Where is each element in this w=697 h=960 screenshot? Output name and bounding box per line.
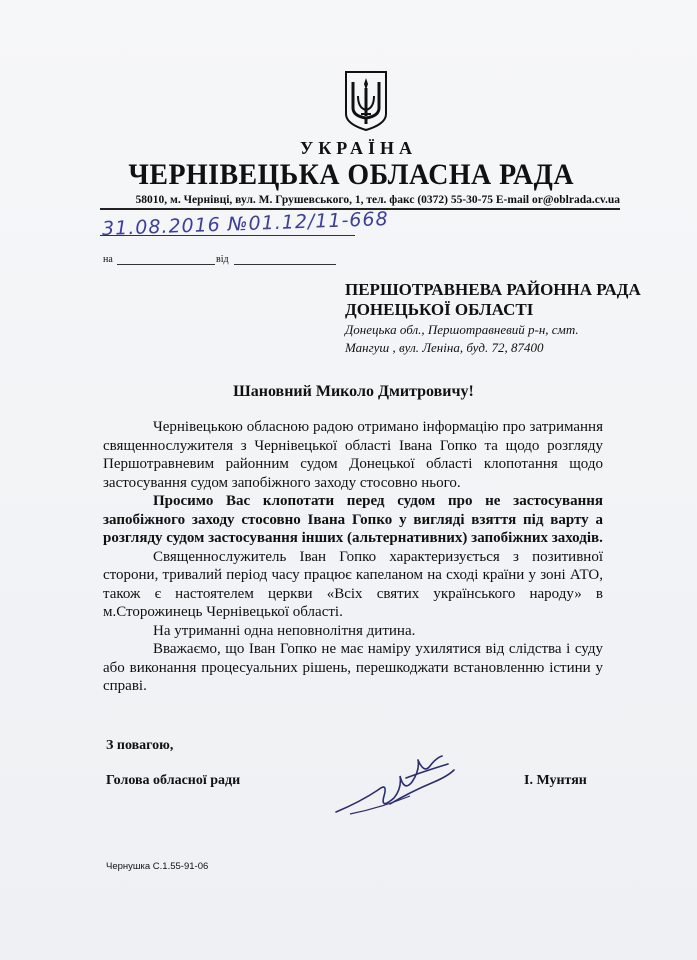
trident-emblem-icon — [344, 70, 388, 132]
letter-body — [103, 418, 603, 696]
signer-position: Голова обласної ради — [106, 773, 241, 788]
closing-phrase: З повагою, — [106, 738, 174, 753]
footer-executor-code: Чернушка С.1.55-91-06 — [106, 861, 209, 872]
reference-number-line — [117, 264, 215, 265]
recipient-address-line2: Мангуш , вул. Леніна, буд. 72, 87400 — [345, 340, 544, 355]
body-paragraph-1: Чернівецькою обласною радою отримано інформацію про затримання священнослужителя з Чернівецької області Івана Гопко та щодо розгляду Першотравневим районним судом Донецької області клопотання щодо застосування судом запобіжного заходу стосовно нього. — [103, 419, 603, 491]
reference-na-label: на — [103, 254, 113, 265]
body-paragraph-5: Вважаємо, що Іван Гопко не має наміру ухилятися від слідства і суду або виконання процесуальних рішень, перешкоджати встановленню істини у справі. — [103, 641, 603, 694]
outgoing-number-line — [100, 235, 355, 236]
country-title: УКРАЇНА — [300, 138, 417, 158]
reference-date-line — [234, 264, 336, 265]
body-paragraph-3: Священнослужитель Іван Гопко характеризується з позитивної сторони, тривалий період часу працює капеланом на сході країни у зоні АТО, також є настоятелем церкви «Всіх святих українського народу» в м.Сторожинець Чернівецької області. — [103, 548, 603, 620]
recipient-address-line1: Донецька обл., Першотравневий р-н, смт. — [345, 322, 579, 337]
recipient-block — [345, 280, 665, 356]
recipient-name-line2: ДОНЕЦЬКОЇ ОБЛАСТІ — [345, 300, 534, 319]
signer-name: І. Мунтян — [524, 773, 587, 788]
letterhead-address: 58010, м. Чернівці, вул. М. Грушевського, 1, тел. факс (0372) 55-30-75 E-mail or@oblrada.cv.ua — [100, 194, 620, 210]
body-paragraph-2: Просимо Вас клопотати перед судом про не застосування запобіжного заходу стосовно Івана Гопко у вигляді взяття під варту а розгляду судом застосування інших (альтернативних) запобіжних заходів. — [103, 493, 603, 546]
council-title: ЧЕРНІВЕЦЬКА ОБЛАСНА РАДА — [128, 158, 574, 191]
salutation: Шановний Миколо Дмитровичу! — [233, 383, 474, 400]
handwritten-outgoing-number: 31.08.2016 №01.12/11-668 — [101, 208, 389, 240]
body-paragraph-4: На утриманні одна неповнолітня дитина. — [153, 622, 416, 639]
handwritten-signature-icon — [330, 752, 460, 822]
recipient-name-line1: ПЕРШОТРАВНЕВА РАЙОННА РАДА — [345, 280, 641, 299]
reference-vid-label: від — [216, 254, 229, 265]
